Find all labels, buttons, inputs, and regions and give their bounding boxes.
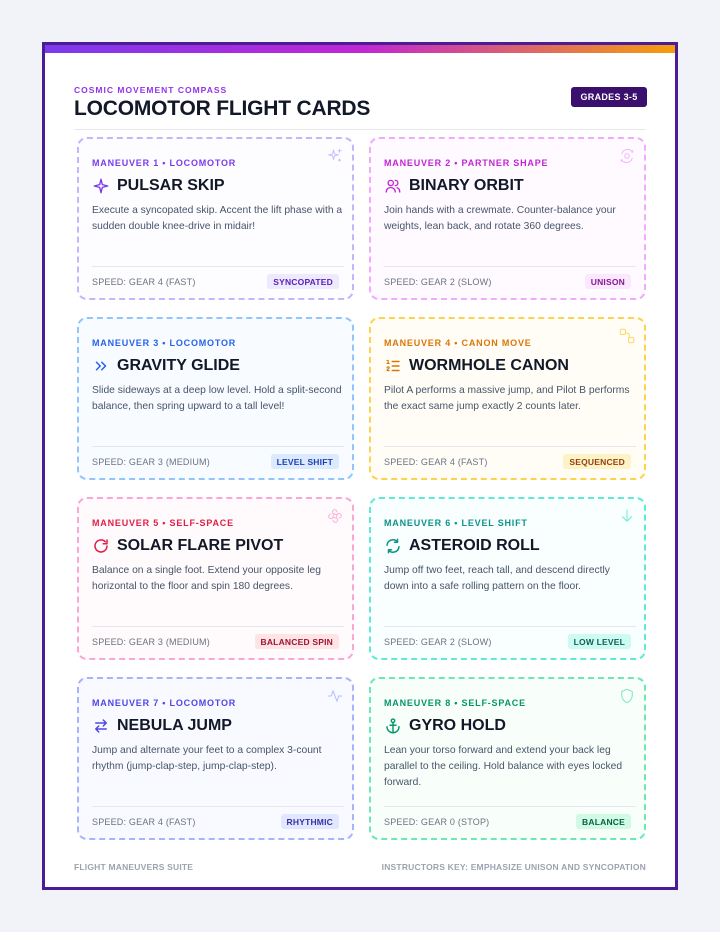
card-speed: SPEED: GEAR 3 (MEDIUM) — [92, 637, 210, 647]
card-speed: SPEED: GEAR 4 (FAST) — [384, 457, 488, 467]
header-divider — [74, 129, 646, 130]
users-icon — [384, 177, 402, 195]
activity-icon — [326, 687, 344, 705]
card-title-row — [92, 177, 225, 195]
card-speed: SPEED: GEAR 2 (SLOW) — [384, 637, 492, 647]
card-tag: MANEUVER 5 • SELF-SPACE — [92, 518, 234, 528]
card-speed: SPEED: GEAR 0 (STOP) — [384, 817, 490, 827]
card-title: GYRO HOLD — [409, 717, 506, 734]
arrows-left-right-icon — [92, 717, 110, 735]
card-title: GRAVITY GLIDE — [117, 357, 240, 374]
footer-left: FLIGHT MANEUVERS SUITE — [74, 862, 194, 872]
gradient-top-bar — [45, 45, 675, 53]
card-badge: SYNCOPATED — [267, 274, 339, 289]
card-badge: UNISON — [585, 274, 631, 289]
card-description: Jump and alternate your feet to a complex 3-count rhythm (jump-clap-step, jump-clap-step). — [92, 745, 322, 772]
grade-badge: GRADES 3-5 — [571, 87, 647, 107]
card-speed: SPEED: GEAR 4 (FAST) — [92, 817, 196, 827]
card-title-row — [92, 537, 283, 555]
card-divider — [92, 266, 344, 267]
maneuver-card — [77, 317, 354, 480]
card-divider — [92, 626, 344, 627]
card-divider — [92, 806, 344, 807]
card-title-row — [384, 537, 540, 555]
list-ordered-icon — [384, 357, 402, 375]
shield-icon — [618, 687, 636, 705]
nodes-icon — [618, 327, 636, 345]
card-divider — [384, 806, 636, 807]
card-tag: MANEUVER 7 • LOCOMOTOR — [92, 698, 237, 708]
footer-right: INSTRUCTORS KEY: EMPHASIZE UNISON AND SYNCOPATION — [381, 862, 646, 872]
card-speed: SPEED: GEAR 4 (FAST) — [92, 277, 196, 287]
card-divider — [384, 446, 636, 447]
page-title: LOCOMOTOR FLIGHT CARDS — [74, 97, 371, 120]
card-title-row — [384, 357, 569, 375]
card-tag: MANEUVER 1 • LOCOMOTOR — [92, 158, 237, 168]
card-badge: BALANCED SPIN — [255, 634, 340, 649]
card-title-row — [92, 717, 232, 735]
card-tag: MANEUVER 8 • SELF-SPACE — [384, 698, 526, 708]
flight-card-sheet — [42, 42, 678, 890]
card-title: ASTEROID ROLL — [409, 537, 540, 554]
card-title: PULSAR SKIP — [117, 177, 225, 194]
flower-icon — [326, 507, 344, 525]
card-title: NEBULA JUMP — [117, 717, 232, 734]
sparkles-icon — [326, 147, 344, 165]
card-title: WORMHOLE CANON — [409, 357, 569, 374]
card-description: Jump off two feet, reach tall, and descend directly down into a safe rolling pattern on the floor. — [384, 565, 610, 592]
card-tag: MANEUVER 4 • CANON MOVE — [384, 338, 532, 348]
card-title: SOLAR FLARE PIVOT — [117, 537, 284, 554]
maneuver-card — [369, 317, 646, 480]
maneuver-card — [369, 677, 646, 840]
card-description: Join hands with a crewmate. Counter-balance your weights, lean back, and rotate 360 degrees. — [384, 205, 616, 232]
card-speed: SPEED: GEAR 3 (MEDIUM) — [92, 457, 210, 467]
arrow-down-icon — [618, 507, 636, 525]
card-tag: MANEUVER 2 • PARTNER SHAPE — [384, 158, 549, 168]
card-badge: BALANCE — [576, 814, 631, 829]
orbit-icon — [618, 147, 636, 165]
card-title: BINARY ORBIT — [409, 177, 524, 194]
anchor-icon — [384, 717, 402, 735]
card-divider — [92, 446, 344, 447]
card-title-row — [384, 177, 524, 195]
card-tag: MANEUVER 3 • LOCOMOTOR — [92, 338, 237, 348]
rotate-cw-icon — [92, 537, 110, 555]
card-title-row — [92, 357, 240, 375]
card-description: Pilot A performs a massive jump, and Pilot B performs the exact same jump exactly 2 counts later. — [384, 385, 630, 412]
card-title-row — [384, 717, 506, 735]
maneuver-card — [77, 677, 354, 840]
card-badge: RHYTHMIC — [281, 814, 339, 829]
maneuver-card — [77, 497, 354, 660]
card-badge: LOW LEVEL — [568, 634, 631, 649]
card-tag: MANEUVER 6 • LEVEL SHIFT — [384, 518, 528, 528]
card-description: Balance on a single foot. Extend your opposite leg horizontal to the floor and spin 180 degrees. — [92, 565, 321, 592]
card-description: Lean your torso forward and extend your back leg parallel to the ceiling. Hold balance with eyes locked forward. — [384, 745, 623, 788]
chevrons-right-icon — [92, 357, 110, 375]
card-description: Slide sideways at a deep low level. Hold a split-second balance, then spring upward to a tall level! — [92, 385, 342, 412]
card-description: Execute a syncopated skip. Accent the lift phase with a sudden double knee-drive in midair! — [92, 205, 343, 232]
card-badge: LEVEL SHIFT — [271, 454, 339, 469]
maneuver-card — [369, 137, 646, 300]
refresh-icon — [384, 537, 402, 555]
card-speed: SPEED: GEAR 2 (SLOW) — [384, 277, 492, 287]
sparkle-icon — [92, 177, 110, 195]
card-divider — [384, 626, 636, 627]
eyebrow-label: COSMIC MOVEMENT COMPASS — [74, 85, 228, 95]
maneuver-card — [77, 137, 354, 300]
card-divider — [384, 266, 636, 267]
card-badge: SEQUENCED — [563, 454, 631, 469]
maneuver-card — [369, 497, 646, 660]
